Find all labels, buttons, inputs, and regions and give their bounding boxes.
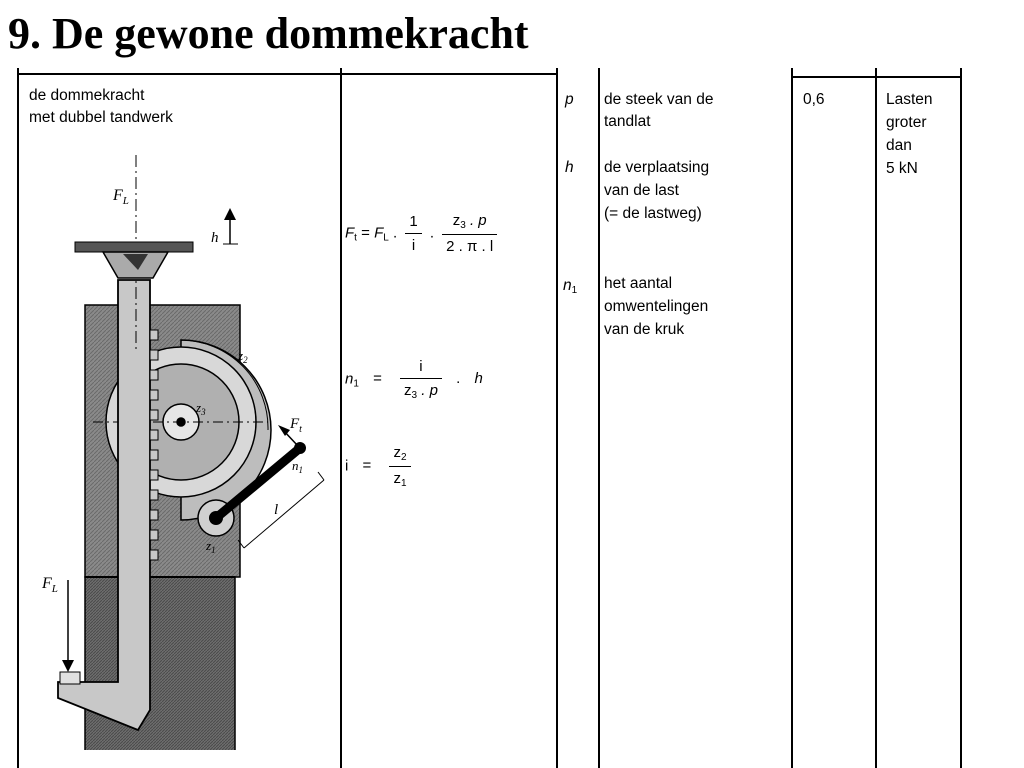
note-line3: dan xyxy=(886,137,912,154)
jack-description-line2: met dubbel tandwerk xyxy=(29,109,173,126)
value-cell: 0,6 xyxy=(803,91,825,108)
desc-n1-line2: omwentelingen xyxy=(604,298,709,315)
desc-h-line2: van de last xyxy=(604,182,679,199)
symbol-h: h xyxy=(565,159,574,176)
label-z3: $z_3$ xyxy=(196,400,206,417)
formula-ft: $F_t = F_L$ . $\frac{1}{i}$ . $\frac{z_3 . p}{2 . \pi . l}$ xyxy=(345,212,501,255)
label-ft: $F_t$ xyxy=(290,416,302,435)
desc-h-line3: (= de lastweg) xyxy=(604,205,702,222)
table-top-rule-left xyxy=(17,73,557,75)
formula-i: i = $\frac{z_2}{z_1}$ xyxy=(345,444,415,489)
note-line4: 5 kN xyxy=(886,160,918,177)
note-line2: groter xyxy=(886,114,927,131)
label-fl-top: $F_L$ xyxy=(113,187,129,207)
symbol-n1: $n_1$ xyxy=(563,277,578,296)
housing-lower xyxy=(85,577,235,750)
jack-illustration xyxy=(18,150,348,750)
label-l: l xyxy=(274,502,279,518)
label-z2: $z_2$ xyxy=(238,348,248,365)
table-divider-note xyxy=(875,68,877,768)
table-top-rule-right xyxy=(791,76,962,78)
table-divider-symbols xyxy=(556,68,558,768)
desc-p-line1: de steek van de xyxy=(604,91,714,108)
formula-n1: $n_1$ = $\frac{i}{z_3 . p}$ . h xyxy=(345,358,483,401)
table-divider-descriptions xyxy=(598,68,600,768)
table-divider-value xyxy=(791,68,793,768)
table-right-border xyxy=(960,68,962,768)
desc-n1-line1: het aantal xyxy=(604,275,673,292)
desc-n1-line3: van de kruk xyxy=(604,321,685,338)
label-fl-bottom: $F_L$ xyxy=(42,575,58,595)
note-line1: Lasten xyxy=(886,91,933,108)
symbol-p: p xyxy=(565,91,574,108)
load-plate xyxy=(75,242,193,252)
desc-h-line1: de verplaatsing xyxy=(604,159,710,176)
label-n1: $n_1$ xyxy=(292,458,303,475)
label-h: h xyxy=(211,230,219,246)
page-title: 9. De gewone dommekracht xyxy=(8,9,529,58)
desc-p-line2: tandlat xyxy=(604,113,651,130)
jack-description-line1: de dommekracht xyxy=(29,87,145,104)
label-z1: $z_1$ xyxy=(206,538,216,555)
